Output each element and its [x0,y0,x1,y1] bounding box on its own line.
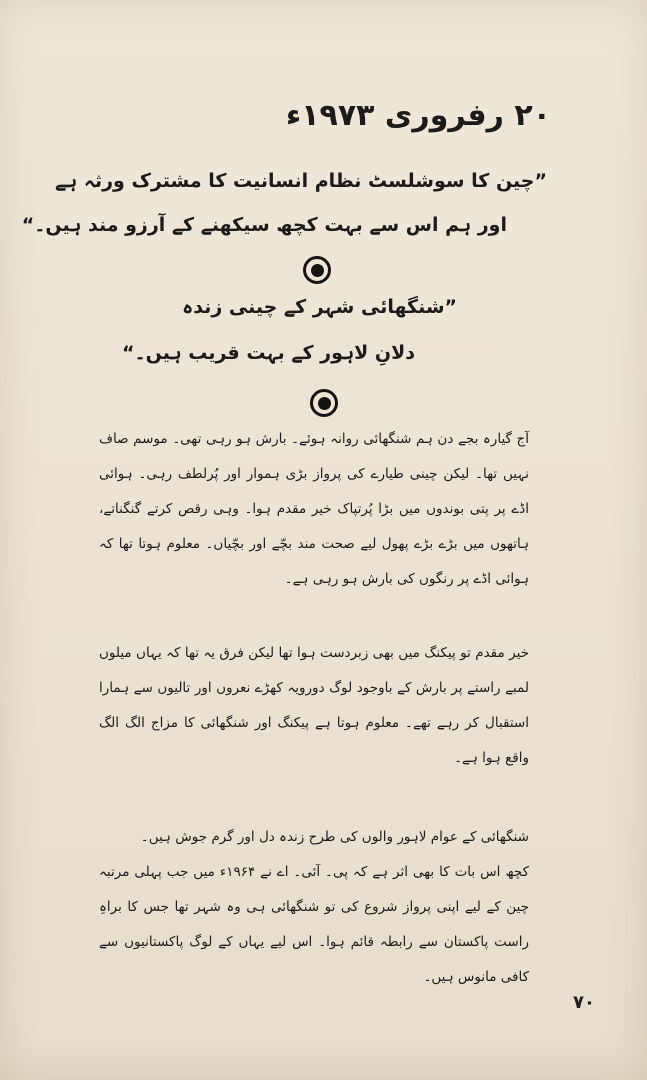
paragraph-2: خیر مقدم تو پیکنگ میں بھی زبردست ہوا تھا لیکن فرق یہ تھا کہ یہاں میلوں لمبے راستے پر بارش کے باوجود لوگ دورویہ کھڑے نعروں اور تالیوں سے ہمارا استقبال کر رہے تھے۔ معلوم ہوتا ہے پیکنگ اور شنگھائی کا مزاج الگ الگ واقع ہوا ہے۔ [99,645,529,766]
divider-dot-icon [311,264,324,277]
paragraph-3: شنگھائی کے عوام لاہور والوں کی طرح زندہ دل اور گرم جوش ہیں۔ [140,829,529,845]
paragraph-block [99,820,529,995]
paragraph-block [99,636,529,776]
divider-dot-icon [318,397,331,410]
page-number: ۷۰ [573,992,595,1013]
date-heading: ۲۰ رفروری ۱۹۷۳ء [285,98,551,133]
section-divider-icon [310,389,338,417]
quote-2-line-1: ”شنگھائی شہر کے چینی زندہ [182,296,457,318]
paragraph-4: کچھ اس بات کا بھی اثر ہے کہ پی۔ آئی۔ اے نے ۱۹۶۴ء میں جب پہلی مرتبہ چین کے لیے اپنی پرواز شروع کی تو شنگھائی ہی وہ شہر تھا جس کا براہِ راست پاکستان سے رابطہ قائم ہوا۔ اس لیے یہاں کے لوگ پاکستانیوں سے کافی مانوس ہیں۔ [99,864,529,985]
quote-1-line-2: اور ہم اس سے بہت کچھ سیکھنے کے آرزو مند ہیں۔“ [21,214,507,236]
section-divider-icon [303,256,331,284]
quote-2-line-2: دلانِ لاہور کے بہت قریب ہیں۔“ [122,342,415,364]
quote-1-line-1: ”چین کا سوشلسٹ نظام انسانیت کا مشترک ورثہ ہے [54,170,547,192]
paragraph-1: آج گیارہ بجے دن ہم شنگھائی روانہ ہوئے۔ بارش ہو رہی تھی۔ موسم صاف نہیں تھا۔ لیکن چینی طیارے کی پرواز بڑی ہموار اور پُرلطف رہی۔ ہوائی اڈے پر پتی بوندوں میں بڑا پُرتپاک خیر مقدم ہوا۔ وہی رقص کرتے گنگناتے، ہاتھوں میں بڑے بڑے پھول لیے صحت مند بچّے اور بچّیاں۔ معلوم ہوتا تھا کہ ہوائی اڈے پر رنگوں کی بارش ہو رہی ہے۔ [99,431,529,587]
paragraph-block [99,422,529,597]
